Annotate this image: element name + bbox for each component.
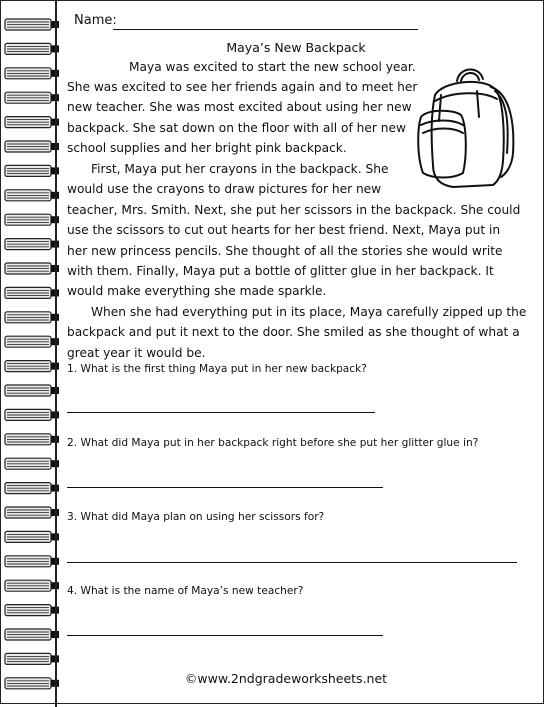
spiral-ring-icon [5, 312, 59, 323]
spiral-ring-icon [5, 361, 59, 372]
spiral-ring-icon [5, 141, 59, 152]
spiral-ring-icon [5, 556, 59, 567]
spiral-binding [1, 1, 61, 707]
spiral-ring-icon [5, 458, 59, 469]
spiral-ring-icon [5, 190, 59, 201]
answer-line-3[interactable] [67, 562, 517, 563]
spiral-ring-icon [5, 214, 59, 225]
story-line: backpack. She sat down on the floor with all of her new [67, 121, 406, 135]
spiral-ring-icon [5, 409, 59, 420]
spiral-ring-icon [5, 605, 59, 616]
story-line: would use the crayons to draw pictures for her new [67, 182, 382, 196]
spiral-ring-icon [5, 483, 59, 494]
worksheet-title: Maya’s New Backpack [226, 40, 366, 55]
spiral-ring-icon [5, 385, 59, 396]
spiral-ring-icon [5, 336, 59, 347]
spiral-ring-icon [5, 43, 59, 54]
story-line: Maya was excited to start the new school year. [129, 60, 416, 74]
story-line: with them. Finally, Maya put a bottle of glitter glue in her backpack. It [67, 264, 494, 278]
name-field[interactable] [113, 29, 418, 30]
question-2: 2. What did Maya put in her backpack right before she put her glitter glue in? [67, 437, 479, 449]
spiral-ring-icon [5, 165, 59, 176]
spiral-ring-icon [5, 678, 59, 689]
answer-line-4[interactable] [67, 635, 383, 636]
name-label: Name: [74, 13, 117, 28]
story-line: her new princess pencils. She thought of all the stories she would write [67, 244, 503, 258]
spiral-ring-icon [5, 239, 59, 250]
story-line: backpack and put it next to the door. She smiled as she thought of what a [67, 325, 520, 339]
spiral-ring-icon [5, 263, 59, 274]
margin-line [55, 1, 57, 707]
website-footer: ©www.2ndgradeworksheets.net [184, 671, 388, 686]
question-4: 4. What is the name of Maya’s new teacher? [67, 585, 304, 597]
question-3: 3. What did Maya plan on using her scissors for? [67, 511, 325, 523]
story-line: would make everything she made sparkle. [67, 284, 327, 298]
spiral-ring-icon [5, 287, 59, 298]
story-line: new teacher. She was most excited about using her new [67, 100, 412, 114]
spiral-ring-icon [5, 580, 59, 591]
spiral-ring-icon [5, 507, 59, 518]
answer-line-1[interactable] [67, 412, 375, 413]
spiral-ring-icon [5, 92, 59, 103]
question-1: 1. What is the first thing Maya put in her new backpack? [67, 363, 367, 375]
answer-line-2[interactable] [67, 487, 383, 488]
spiral-ring-icon [5, 19, 59, 30]
story-line: When she had everything put in its place, Maya carefully zipped up the [91, 305, 527, 319]
story-line: school supplies and her bright pink backpack. [67, 141, 347, 155]
story-line: teacher, Mrs. Smith. Next, she put her scissors in the backpack. She could [67, 203, 521, 217]
spiral-ring-icon [5, 117, 59, 128]
story-line: She was excited to see her friends again and to meet her [67, 80, 418, 94]
story-line: great year it would be. [67, 346, 206, 360]
spiral-ring-icon [5, 434, 59, 445]
spiral-ring-icon [5, 531, 59, 542]
spiral-ring-icon [5, 68, 59, 79]
spiral-ring-icon [5, 653, 59, 664]
spiral-ring-icon [5, 629, 59, 640]
backpack-illustration [413, 61, 527, 191]
story-line: First, Maya put her crayons in the backpack. She [91, 162, 389, 176]
story-line: use the scissors to cut out hearts for her best friend. Next, Maya put in [67, 223, 501, 237]
